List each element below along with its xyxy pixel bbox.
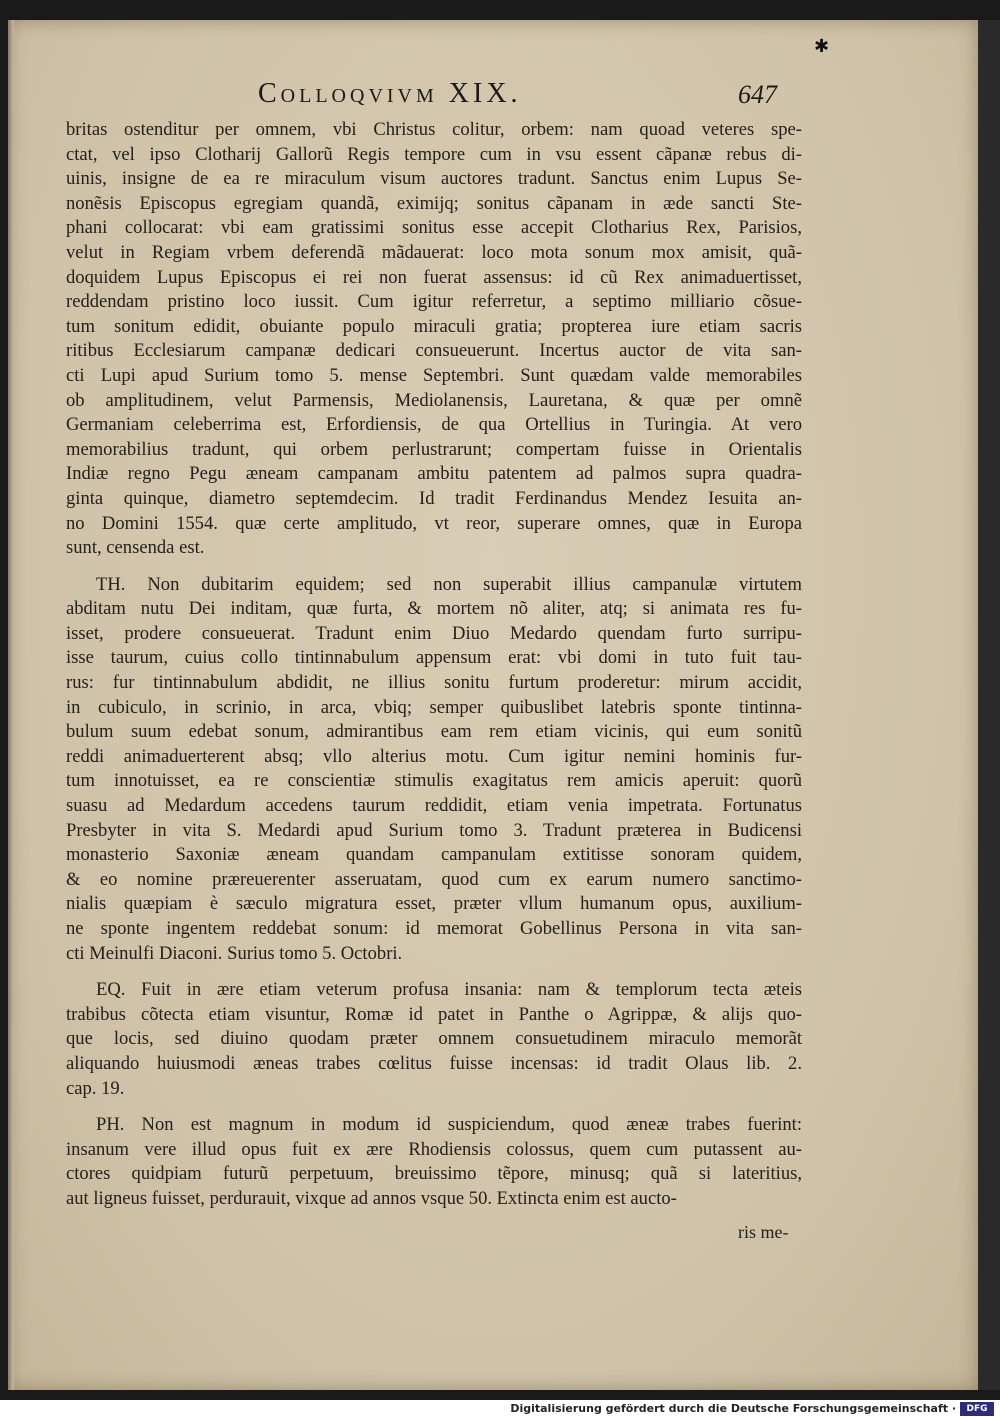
corner-mark: ✱: [814, 36, 830, 57]
text-line: nonẽsis Episcopus egregiam quandã, eximijq; sonitus cãpanam in æde sancti Ste-: [66, 192, 802, 214]
text-line: ritibus Ecclesiarum campanæ dedicari consueuerunt. Incertus auctor de vita san-: [66, 340, 802, 362]
text-line: cap. 19.: [66, 1077, 125, 1099]
text-line: ctores quidpiam futurũ perpetuum, breuissimo tẽpore, minusq; quã si lateritius,: [66, 1163, 802, 1185]
text-line: TH. Non dubitarim equidem; sed non superabit illius campanulæ virtutem: [96, 573, 802, 595]
text-line: EQ. Fuit in ære etiam veterum profusa insania: nam & templorum tecta æteis: [96, 979, 802, 1001]
text-line: britas ostenditur per omnem, vbi Christus colitur, orbem: nam quoad veteres spe-: [66, 119, 802, 140]
footer-bar: [0, 1400, 1000, 1419]
text-line: aut ligneus fuisset, perdurauit, vixque ad annos vsque 50. Extincta enim est aucto-: [66, 1187, 677, 1209]
page-margin-strip: [978, 20, 1000, 1390]
text-line: nialis quæpiam è sæculo migratura esset, præter vllum humanum opus, auxilium-: [66, 893, 802, 915]
text-line: PH. Non est magnum in modum id suspiciendum, quod æneæ trabes fuerint:: [96, 1114, 802, 1136]
body-text: [66, 118, 802, 1224]
text-line: velut in Regiam vrbem deferendã mãdauerat: loco mota sonum mox amisit, quã-: [66, 241, 802, 263]
text-line: insanum vere illud opus fuit ex ære Rhodiensis colossus, quem cum putassent au-: [66, 1138, 802, 1160]
text-line: abditam nutu Dei inditam, quæ furta, & mortem nõ aliter, atq; si animata res fu-: [66, 598, 802, 620]
text-line: Indiæ regno Pegu æneam campanam ambitu patentem ad palmos supra quadra-: [66, 463, 802, 485]
text-line: bulum suum edebat sonum, admirantibus eam rem etiam vicinis, qui eum sonitũ: [66, 721, 802, 743]
text-line: aliquando huiusmodi æneas trabes cœlitus fuisse incensas: id tradit Olaus lib. 2.: [66, 1052, 802, 1074]
paragraph: [66, 1113, 802, 1211]
text-line: monasterio Saxoniæ æneam quandam campanulam extitisse sonoram quidem,: [66, 844, 802, 866]
text-line: sunt, censenda est.: [66, 537, 205, 559]
text-line: ob amplitudinem, velut Parmensis, Mediolanensis, Lauretana, & quæ per omnẽ: [66, 389, 802, 411]
text-line: tum sonitum edidit, obuiante populo miraculi gratia; propterea iure etiam sacris: [66, 315, 802, 337]
text-line: tum innotuisset, ea re conscientiæ stimulis exagitatus rem amicis aperuit: quorũ: [66, 770, 802, 792]
text-line: isse taurum, cuius collo tintinnabulum appensum erat: vbi domi in tuto fuit tau-: [66, 647, 802, 669]
text-line: memorabilius tradunt, qui orbem perlustrarunt; compertam fuisse in Orientalis: [66, 438, 802, 460]
text-line: uinis, insigne de ea re miraculum visum auctores tradunt. Sanctus enim Lupus Se-: [66, 168, 802, 190]
text-line: cti Lupi apud Surium tomo 5. mense Septembri. Sunt quædam valde memorabiles: [66, 364, 802, 386]
text-line: phani collocarat: vbi eam gratissimi sonitus esse accepit Clotharius Rex, Parisios,: [66, 217, 802, 239]
text-line: & eo nomine præreuerenter asseruatam, quod cum ex earum numero sanctimo-: [66, 868, 802, 890]
text-line: ginta quinque, diametro septemdecim. Id tradit Ferdinandus Mendez Iesuita an-: [66, 487, 802, 509]
catchword: ris me-: [738, 1222, 789, 1242]
text-line: in cubiculo, in scrinio, in arca, vbiq; semper quibuslibet latebris sponte tintinna-: [66, 696, 802, 718]
page-number: 647: [738, 80, 777, 109]
paragraph: [66, 978, 802, 1101]
text-line: no Domini 1554. quæ certe amplitudo, vt reor, superare omnes, quæ in Europa: [66, 512, 802, 534]
text-line: ne sponte ingentem reddebat sonum: id memorat Gobellinus Persona in vita san-: [66, 918, 802, 939]
text-line: doquidem Lupus Episcopus ei rei non fuerat assensus: id cũ Rex animaduertisset,: [66, 266, 802, 288]
dfg-logo: DFG: [960, 1402, 994, 1416]
text-line: ctat, vel ipso Clotharij Gallorũ Regis tempore cum in vsu essent cãpanæ rebus di-: [66, 143, 802, 165]
text-line: reddendam pristino loco iussit. Cum igitur referretur, a septimo milliario cõsue-: [66, 291, 802, 313]
text-line: que locis, sed diuino quodam præter omnem consuetudinem miraculo memorãt: [66, 1028, 802, 1050]
paragraph: [66, 118, 802, 561]
text-line: rus: fur tintinnabulum abdidit, ne illius sonitu furtum proderetur: mirum accidit,: [66, 672, 802, 694]
text-line: isset, prodere consueuerat. Tradunt enim Diuo Medardo quendam furto surripu-: [66, 622, 802, 644]
text-line: Germaniam celeberrima est, Erfordiensis, de qua Ortellius in Turingia. At vero: [66, 414, 802, 436]
text-line: reddi animaduerterent absq; vllo alterius motu. Cum igitur nemini hominis fur-: [66, 745, 802, 767]
page-edge: [8, 20, 14, 1390]
funding-note: Digitalisierung gefördert durch die Deutsche Forschungsgemeinschaft ·: [510, 1402, 956, 1415]
text-line: suasu ad Medardum accedens taurum reddidit, etiam venia impetrata. Fortunatus: [66, 795, 802, 817]
running-title: Colloqvivm XIX.: [258, 78, 522, 109]
text-line: cti Meinulfi Diaconi. Surius tomo 5. Octobri.: [66, 942, 403, 964]
paragraph: [66, 573, 802, 967]
text-line: trabibus cõtecta etiam visuntur, Romæ id patet in Panthe o Agrippæ, & alijs quo-: [66, 1003, 802, 1025]
text-line: Presbyter in vita S. Medardi apud Surium tomo 3. Tradunt præterea in Budicensi: [66, 819, 802, 841]
page-header: [0, 78, 1000, 118]
